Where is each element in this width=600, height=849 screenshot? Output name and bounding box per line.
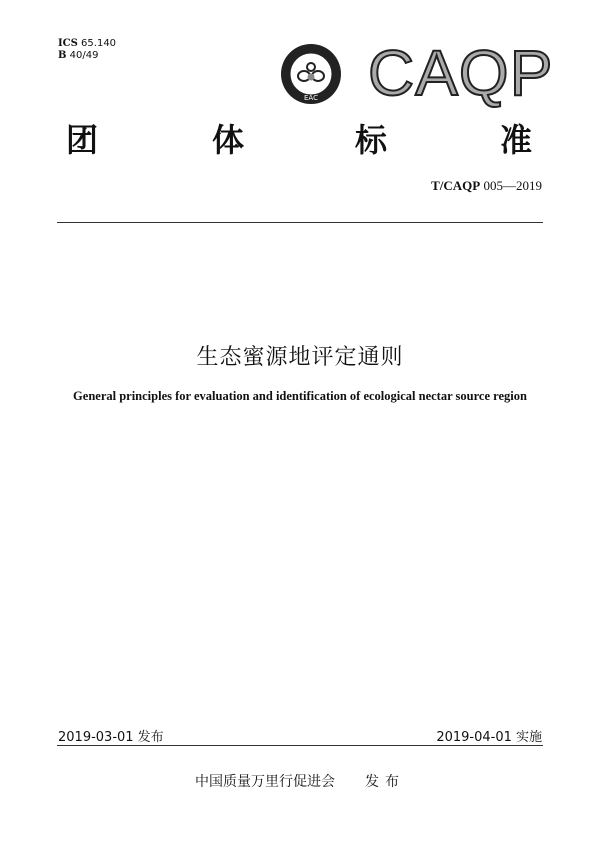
- standard-type-char: 团: [66, 121, 99, 159]
- title-en: General principles for evaluation and identification of ecological nectar source region: [73, 389, 527, 403]
- issue-date: 2019-03-01 发布: [58, 730, 164, 745]
- standard-type-char: 体: [212, 121, 245, 159]
- ics-code: 65.140: [81, 38, 117, 49]
- standard-code-number: 005—2019: [483, 178, 542, 193]
- divider: [57, 745, 543, 746]
- standard-code: [431, 178, 542, 194]
- implement-date: 2019-04-01 实施: [436, 730, 542, 745]
- brand-logo: CAQP: [368, 37, 554, 109]
- standard-type-char: 标: [355, 121, 388, 159]
- seal-text: EAC: [304, 94, 318, 102]
- association-seal-logo: [280, 43, 342, 105]
- publisher: 中国质量万里行促进会: [195, 774, 335, 790]
- ccs-code: 40/49: [69, 50, 99, 61]
- classification-codes: [58, 38, 116, 62]
- standard-type-char: 准: [500, 121, 533, 159]
- divider: [57, 222, 543, 223]
- publisher-action: 发布: [365, 774, 405, 790]
- ccs-label: B: [58, 50, 67, 61]
- title-zh: 生态蜜源地评定通则: [196, 345, 404, 370]
- ics-label: ICS: [58, 38, 78, 49]
- standard-code-prefix: T/CAQP: [431, 178, 481, 193]
- publisher-line: [0, 771, 600, 791]
